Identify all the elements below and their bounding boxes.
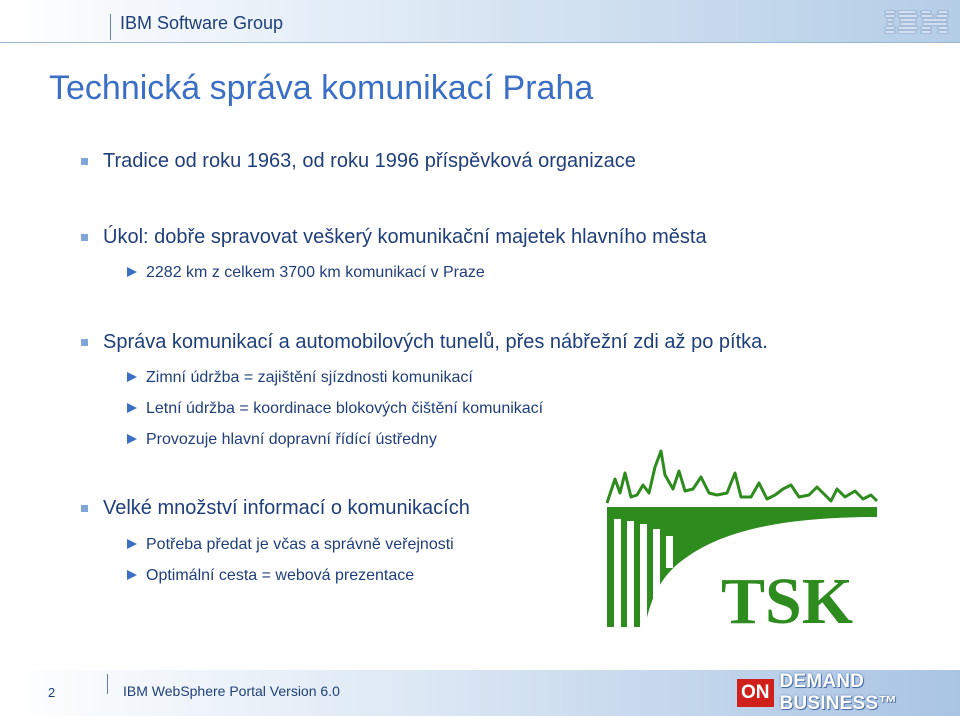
sub-bullet-3-3 <box>146 431 437 449</box>
triangle-arrow-icon <box>127 570 137 580</box>
bullet-text: Úkol: dobře spravovat veškerý komunikační majetek hlavního města <box>103 226 707 248</box>
bullet-square-icon <box>81 234 88 241</box>
header-group-name: IBM Software Group <box>120 13 284 33</box>
triangle-arrow-icon <box>127 539 137 549</box>
sub-bullet-text: Optimální cesta = webová prezentace <box>146 567 415 584</box>
page-number: 2 <box>48 685 56 700</box>
sub-bullet-text: 2282 km z celkem 3700 km komunikací v Praze <box>146 264 485 281</box>
sub-bullet-2-1 <box>146 264 485 282</box>
footer-divider <box>107 674 108 694</box>
tsk-logo-text: TSK <box>721 565 854 630</box>
sub-bullet-3-1 <box>146 369 473 387</box>
tsk-logo-skyline <box>607 451 877 503</box>
sub-bullet-text: Provozuje hlavní dopravní řídící ústředny <box>146 431 437 448</box>
tsk-logo <box>605 445 880 630</box>
on-demand-business-logo <box>737 671 960 714</box>
bullet-1 <box>103 150 636 173</box>
triangle-arrow-icon <box>127 267 137 277</box>
bullet-3 <box>103 331 768 354</box>
sub-bullet-4-2 <box>146 567 414 585</box>
triangle-arrow-icon <box>127 434 137 444</box>
slide-header <box>0 0 960 42</box>
bullet-4 <box>103 497 470 520</box>
slide-title: Technická správa komunikací Praha <box>49 69 594 107</box>
slide-footer <box>0 670 960 716</box>
bullet-square-icon <box>81 158 88 165</box>
bullet-text: Tradice od roku 1963, od roku 1996 příspěvková organizace <box>103 150 636 172</box>
bullet-2 <box>103 226 707 249</box>
demand-business-text: DEMAND BUSINESS™ <box>779 671 898 714</box>
bullet-text: Správa komunikací a automobilových tunelů, přes nábřežní zdi až po pítka. <box>103 331 768 353</box>
triangle-arrow-icon <box>127 372 137 382</box>
bullet-square-icon <box>81 505 88 512</box>
header-rule <box>0 42 960 43</box>
header-divider <box>110 14 111 40</box>
bullet-square-icon <box>81 339 88 346</box>
on-badge: ON <box>737 679 774 707</box>
tsk-logo-bridge-deck <box>607 507 877 514</box>
triangle-arrow-icon <box>127 403 137 413</box>
bullet-text: Velké množství informací o komunikacích <box>103 497 470 519</box>
sub-bullet-text: Letní údržba = koordinace blokových čištění komunikací <box>146 400 544 417</box>
sub-bullet-text: Potřeba předat je včas a správně veřejnosti <box>146 536 454 553</box>
sub-bullet-4-1 <box>146 536 454 554</box>
sub-bullet-text: Zimní údržba = zajištění sjízdnosti komunikací <box>146 369 473 386</box>
sub-bullet-3-2 <box>146 400 543 418</box>
ibm-logo-icon <box>884 9 950 35</box>
footer-product: IBM WebSphere Portal Version 6.0 <box>123 683 340 699</box>
